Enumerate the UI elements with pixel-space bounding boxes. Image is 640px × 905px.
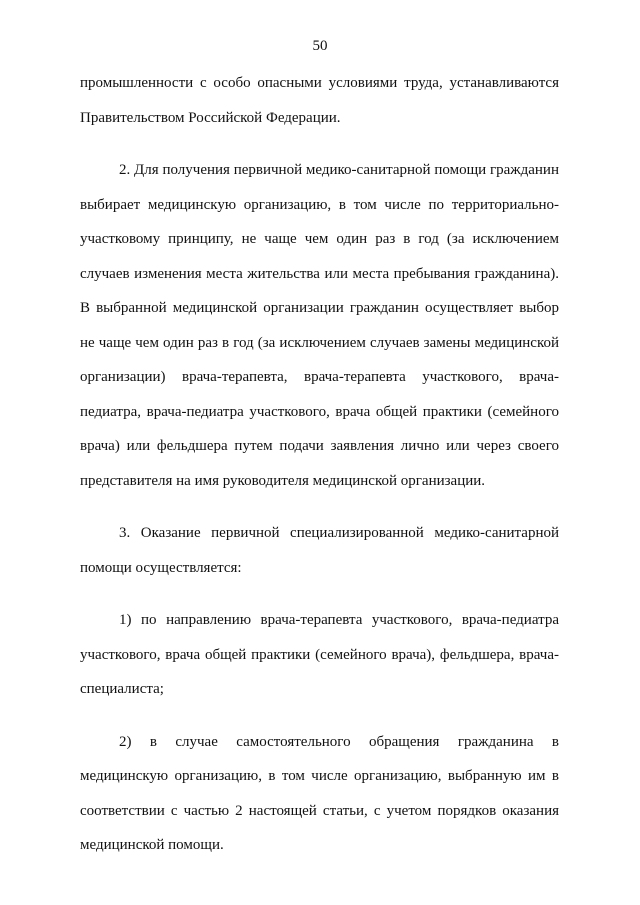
paragraph-item-2: 2. Для получения первичной медико-санитарной помощи гражданин выбирает медицинскую организацию, в том числе по территориально-участковому принципу, не чаще чем один раз в год (за исключением случаев изменения места жительства или места пребывания гражданина). В выбранной медицинской организации гражданин осуществляет выбор не чаще чем один раз в год (за исключением случаев замены медицинской организации) врача-терапевта, врача-терапевта участкового, врача-педиатра, врача-педиатра участкового, врача общей практики (семейного врача) или фельдшера путем подачи заявления лично или через своего представителя на имя руководителя медицинской организации.	[80, 162, 559, 489]
paragraph-subitem-1: 1) по направлению врача-терапевта участкового, врача-педиатра участкового, врача общей практики (семейного врача), фельдшера, врача-специалиста;	[80, 612, 559, 697]
paragraph-subitem-2: 2) в случае самостоятельного обращения гражданина в медицинскую организацию, в том числе организацию, выбранную им в соответствии с частью 2 настоящей статьи, с учетом порядков оказания медицинской помощи.	[80, 733, 559, 853]
page-number: 50	[312, 38, 328, 54]
paragraph-continuation: промышленности с особо опасными условиями труда, устанавливаются Правительством Российской Федерации.	[80, 75, 559, 126]
document-body	[80, 66, 559, 863]
paragraph-item-3: 3. Оказание первичной специализированной медико-санитарной помощи осуществляется:	[80, 525, 559, 576]
